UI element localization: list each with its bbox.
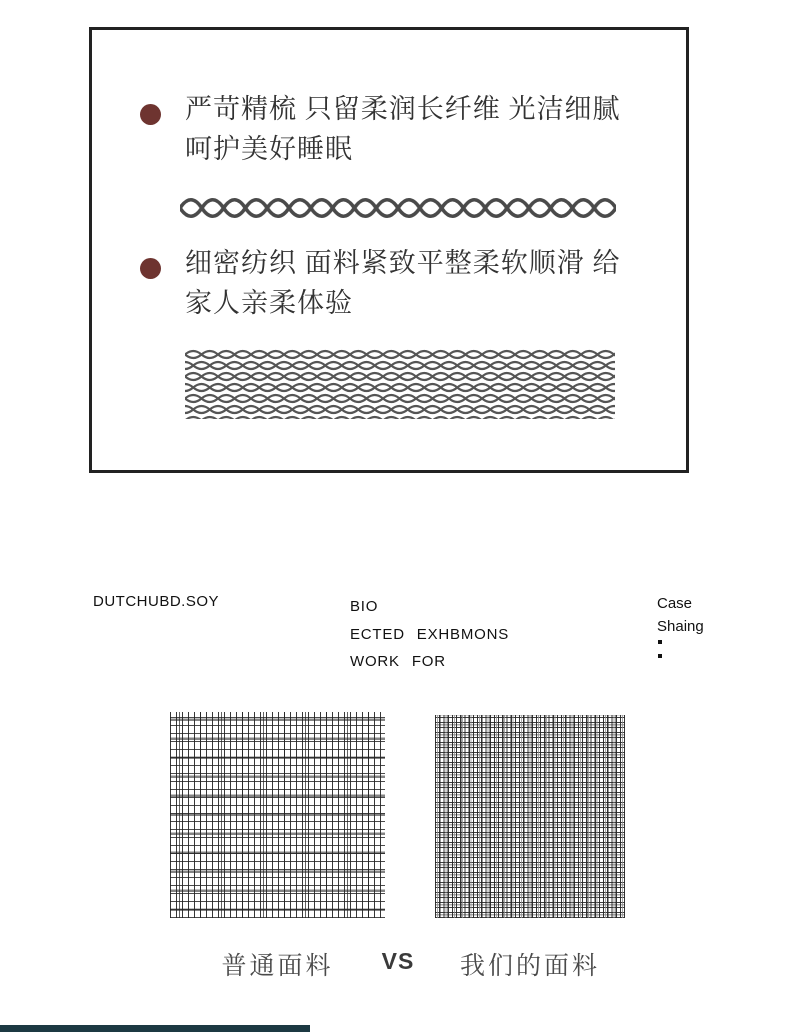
brand-text: DUTCHUBD.SOY <box>93 593 220 610</box>
info-center-text <box>350 593 509 676</box>
feature-item-2 <box>185 243 655 323</box>
vs-label: VS <box>381 948 415 974</box>
square-dots-icon <box>658 640 662 668</box>
info-center-line: ECTED EXHBMONS <box>350 625 510 643</box>
info-right-line: Case <box>657 595 693 612</box>
twisted-yarn-illustration <box>180 194 616 222</box>
info-right-line: Shaing <box>657 618 704 635</box>
bullet-icon <box>140 104 161 125</box>
feature-text-line: 家人亲柔体验 <box>185 288 353 318</box>
feature-box <box>89 27 689 473</box>
bullet-icon <box>140 258 161 279</box>
ordinary-fabric-label: 普通面料 <box>221 953 334 980</box>
feature-item-1 <box>185 89 655 169</box>
our-fabric-label: 我们的面料 <box>459 953 600 980</box>
info-center-line: WORK FOR <box>350 653 446 670</box>
feature-text-line: 细密纺织 面料紧致平整柔软顺滑 给 <box>185 248 621 278</box>
braided-fabric-illustration <box>185 349 615 419</box>
feature-text-line: 呵护美好睡眠 <box>185 134 353 164</box>
dense-weave-swatch <box>435 715 625 918</box>
feature-text-line: 严苛精梳 只留柔润长纤维 光洁细腻 <box>185 94 621 124</box>
info-center-line: BIO <box>350 598 379 615</box>
footer-accent-bar <box>0 1025 310 1032</box>
info-right-text <box>657 592 704 638</box>
loose-weave-swatch <box>170 712 385 918</box>
